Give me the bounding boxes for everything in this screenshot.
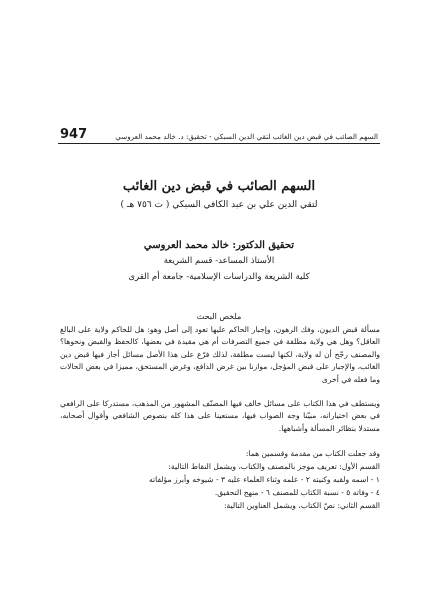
- running-header-text: السهم الصائب في قبض دين الغائب لتقي الدين السبكي - تحقيق: د. خالد محمد العروسي: [115, 132, 378, 141]
- abstract-list-line: وقد جعلت الكتاب من مقدمة وقسمين هما:: [245, 449, 380, 458]
- main-title: السهم الصائب في قبض دين الغائب: [122, 179, 316, 194]
- page-number: 947: [60, 127, 88, 142]
- title-block: [60, 178, 378, 212]
- abstract-paragraph: مسألة قبض الديون، وفك الرهون، وإجبار الحاكم عليها تعود إلى أصل وهو: هل للحاكم ولاية على البالغ العاقل؟ وهل هي ولاية مطلقة في جميع التصرفات أم هي مقيدة في بعضها، كالحفظ والقبض ونحوها؟ والمصنف رجّح أن له ولاية، لكنها ليست مطلقة، لذلك فرّع على هذا الأصل مسائل أجاز فيها قبض دين الغائب، والإجبار على قبض المؤجل، موازنا بين غرض الدافع، وغرض المستحق، مميزا في بعض الحالات وما فعله في أخرى: [60, 325, 380, 384]
- editor-position: الأستاذ المساعد- قسم الشريعة: [163, 256, 275, 266]
- editor-name: تحقيق الدكتور: خالد محمد العروسي: [143, 240, 295, 251]
- author-line: لتقي الدين علي بن عبد الكافي السبكي ( ت ٧٥٦ هـ ): [120, 200, 318, 211]
- abstract-paragraph: ويستطف في هذا الكتاب على مسائل خالف فيها المصنّف المشهور من المذهب، مستدركا على الرافعي في بعض اختياراته، مبيّنا وجه الصواب فيها، مستعينا على هذا كله بنصوص الشافعي وأقوال أصحابه، مستدلا بنظائر المسألة وأشباهها.: [60, 399, 380, 433]
- abstract-list-line: ١ - اسمه ولقبه وكنيته ٢ - علمه وثناء العلماء عليه ٣ - شيوخه وأبرز مؤلفاته: [148, 475, 380, 484]
- header-rule: [58, 143, 380, 144]
- editor-affiliation: كلية الشريعة والدراسات الإسلامية- جامعة أم القرى: [128, 271, 310, 282]
- abstract-list-line: ٤ - وفاته ٥ - نسبة الكتاب للمصنف ٦ - منهج التحقيق.: [214, 488, 380, 497]
- editor-block: [60, 238, 378, 285]
- abstract-heading: ملخص البحث: [196, 312, 242, 321]
- abstract-list-line: القسم الأول: تعريف موجز بالمصنف والكتاب، ويشمل النقاط التالية:: [168, 462, 380, 471]
- abstract-list-line: القسم الثاني: نصّ الكتاب، ويشمل العناوين التالية:: [223, 501, 380, 510]
- running-header: [60, 125, 378, 141]
